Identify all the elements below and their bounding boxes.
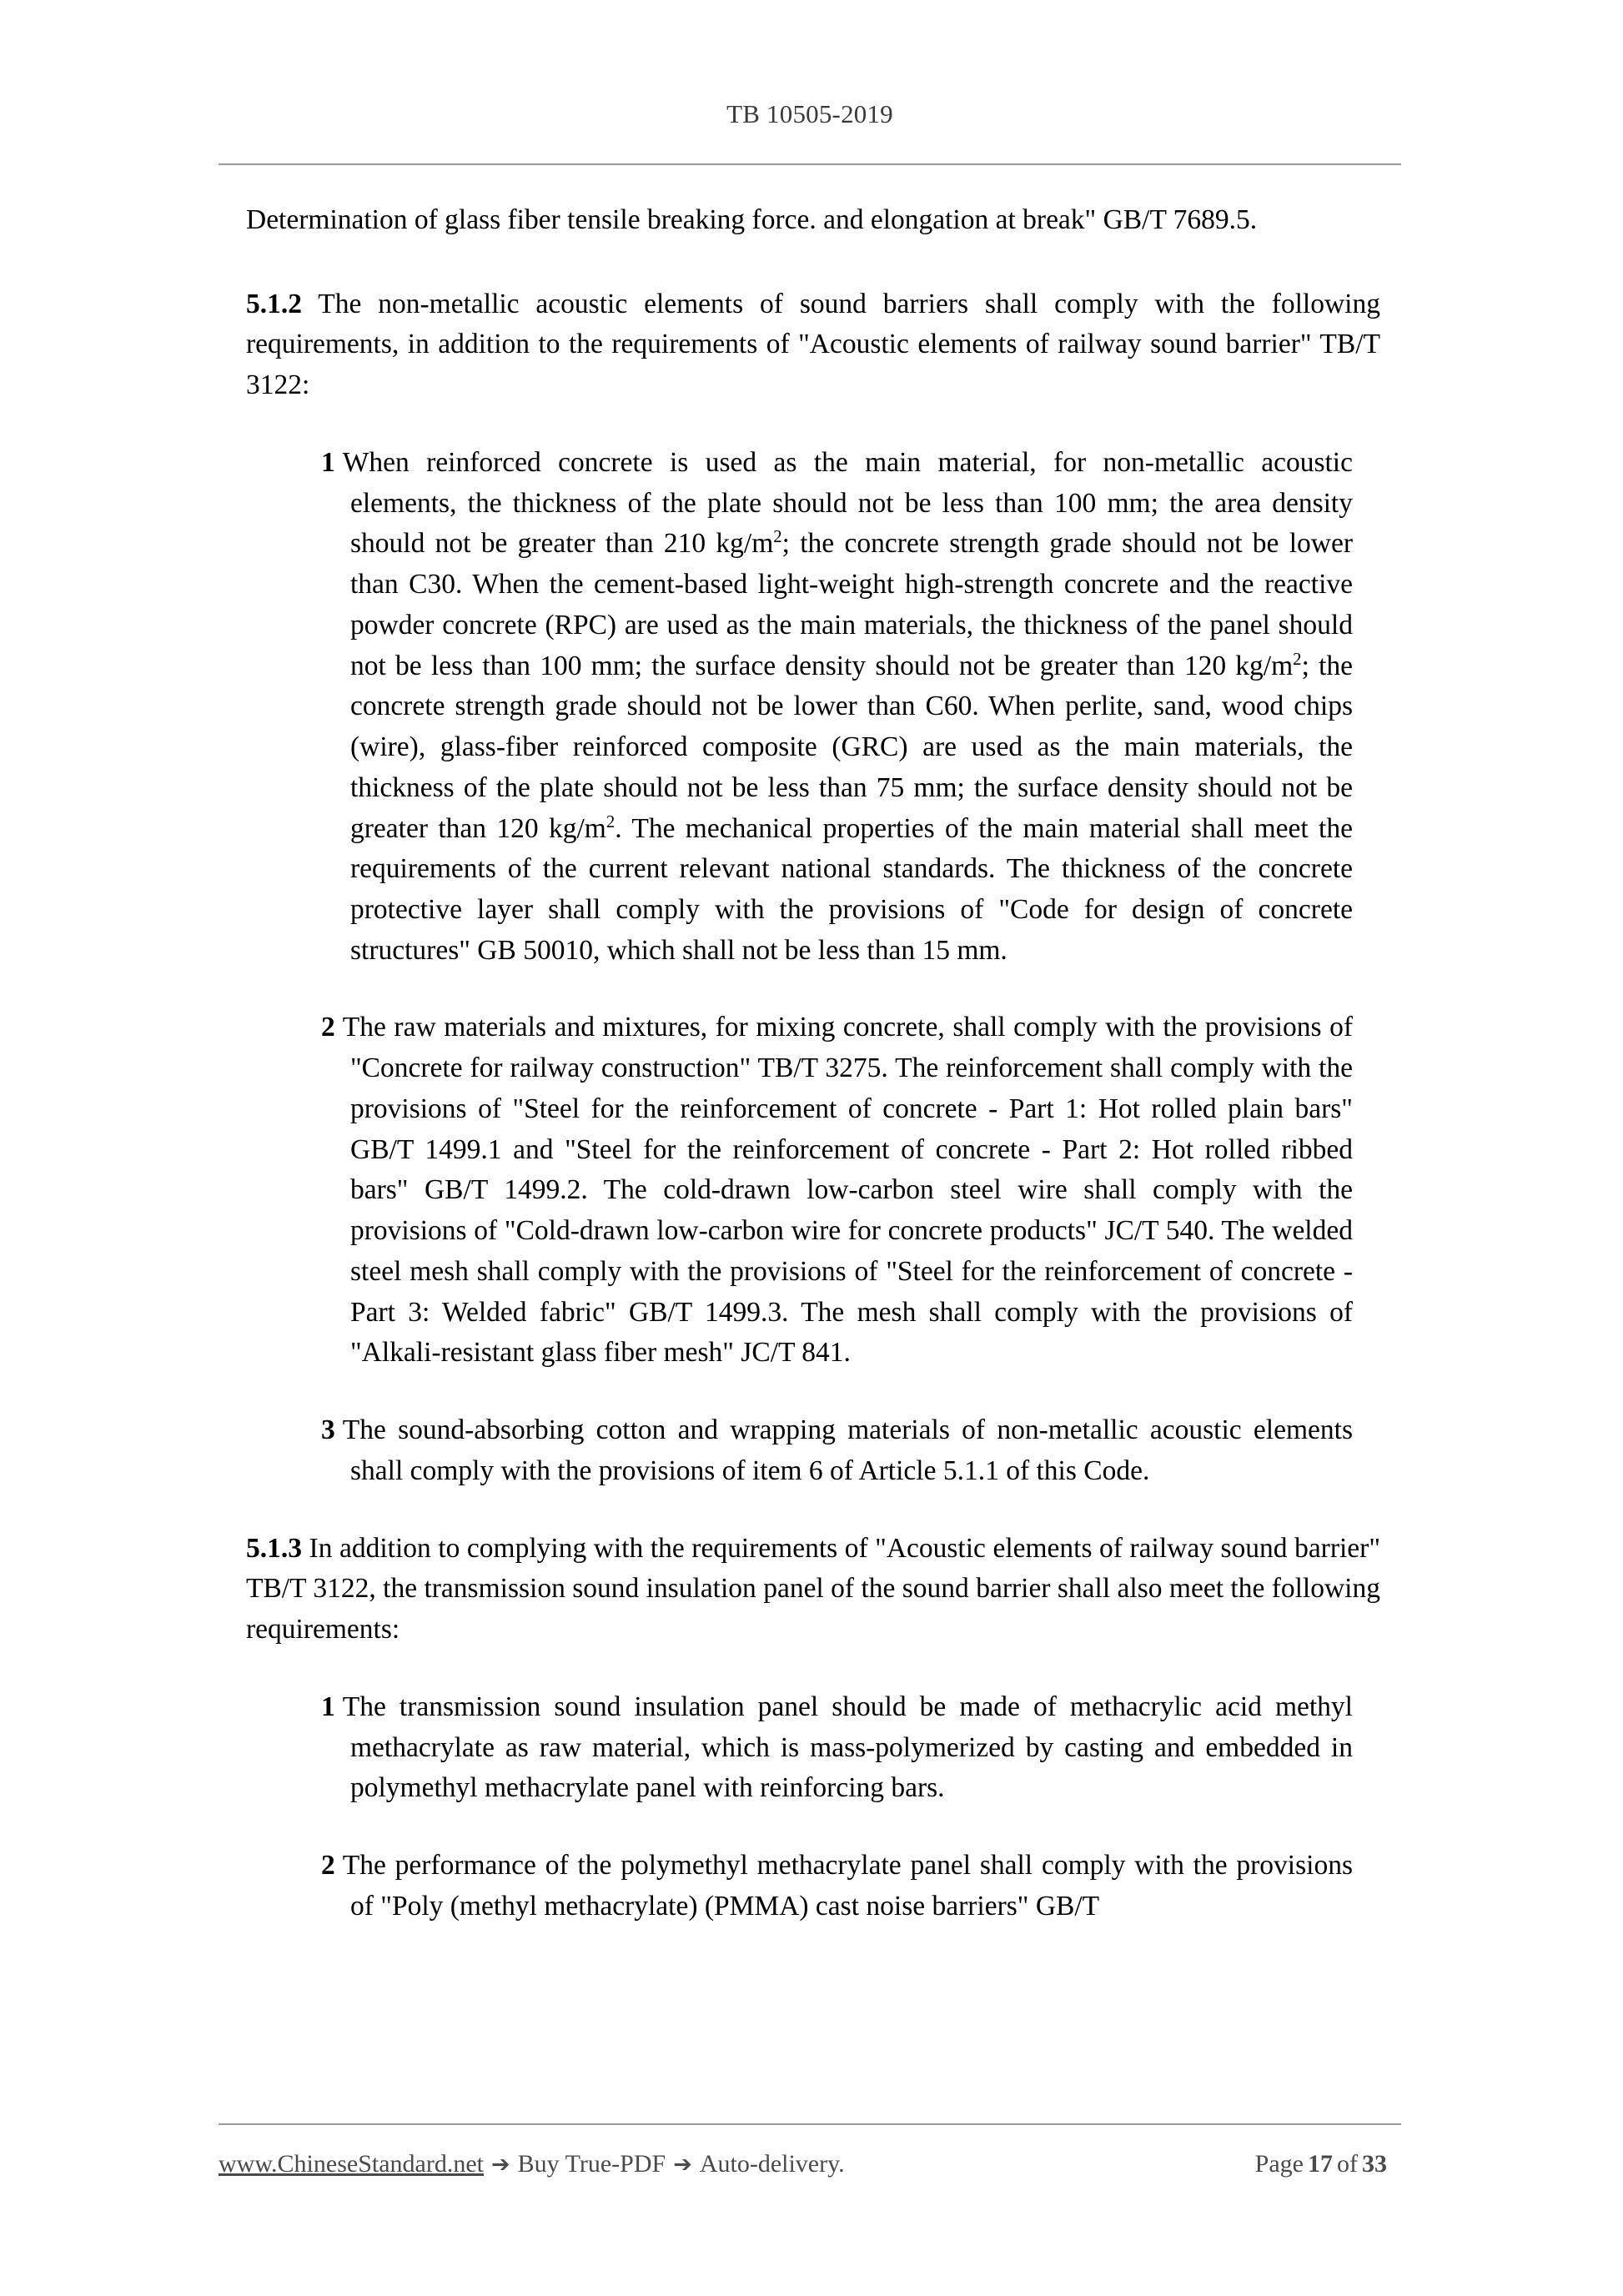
list-item bbox=[284, 443, 1353, 972]
list-item bbox=[284, 1410, 1353, 1491]
total-page-number: 33 bbox=[1362, 2150, 1387, 2178]
spacer bbox=[246, 1374, 1380, 1410]
clause-text-5-1-3: In addition to complying with the requirements of "Acoustic elements of railway sound barrier" TB/T 3122, the transmission sound insulation panel of the sound barrier shall also meet the following requirements: bbox=[246, 1532, 1381, 1645]
auto-delivery-label: Auto-delivery. bbox=[699, 2150, 845, 2178]
continued-paragraph: Determination of glass fiber tensile breaking force. and elongation at break" GB/T 7689.5. bbox=[246, 204, 1258, 235]
list-item bbox=[284, 1007, 1353, 1374]
spacer bbox=[246, 971, 1380, 1007]
list-item-number: 1 bbox=[321, 446, 335, 478]
clause-5-1-2 bbox=[246, 284, 1380, 406]
page-label: Page bbox=[1254, 2150, 1304, 2178]
list-item-number: 2 bbox=[321, 1012, 335, 1043]
spacer bbox=[246, 1650, 1380, 1687]
clause-number-5-1-2: 5.1.2 bbox=[246, 288, 302, 319]
arrow-right-icon: ➔ bbox=[673, 2152, 692, 2178]
list-item bbox=[284, 1687, 1353, 1809]
spacer bbox=[246, 406, 1380, 443]
page-footer bbox=[219, 2150, 1401, 2178]
list-item-text-part-2: ; the concrete strength grade should not be lower than C30. When the cement-based light-weight high-strength concrete and the reactive powder concrete (RPC) are used as the main materials, the thickness of the panel should not be less than 100 mm; the surface density should not be greater than 120 kg/m bbox=[350, 528, 1353, 681]
list-item-number: 2 bbox=[321, 1849, 335, 1881]
current-page-number: 17 bbox=[1308, 2150, 1333, 2178]
list-item-text-part-3: ; the concrete strength grade should not be lower than C60. When perlite, sand, wood chips (wire), glass-fiber reinforced composite (GRC) are used as the main materials, the thickness of the plate should not be less than 75 mm; the surface density should not be greater than 120 kg/m bbox=[350, 650, 1354, 844]
page-indicator bbox=[1255, 2150, 1401, 2178]
superscript-square: 2 bbox=[605, 811, 616, 831]
of-label: of bbox=[1337, 2150, 1358, 2178]
list-item-number: 1 bbox=[321, 1691, 335, 1722]
page-header bbox=[219, 100, 1401, 128]
spacer bbox=[246, 241, 1380, 284]
page-content bbox=[246, 200, 1380, 1927]
superscript-square: 2 bbox=[773, 527, 782, 547]
spacer bbox=[246, 1492, 1380, 1529]
footer-promo bbox=[219, 2150, 845, 2178]
standard-code: TB 10505-2019 bbox=[726, 99, 893, 128]
header-divider bbox=[219, 163, 1401, 165]
footer-divider bbox=[219, 2123, 1401, 2125]
list-item-text-part-1: When reinforced concrete is used as the main material, for non-metallic acoustic elements, the thickness of the plate should not be less than 100 mm; the area density should not be greater than 210 kg/m bbox=[342, 446, 1353, 560]
clause-number-5-1-3: 5.1.3 bbox=[246, 1532, 302, 1564]
list-item-number: 3 bbox=[321, 1414, 335, 1446]
list-item-text-part-4: . The mechanical properties of the main material shall meet the requirements of the current relevant national standards. The thickness of the concrete protective layer shall comply with the provisions of "Code for design of concrete structures" GB 50010, which shall not be less than 15 mm. bbox=[350, 812, 1353, 966]
buy-true-pdf-label: Buy True-PDF bbox=[517, 2150, 666, 2178]
list-item-text: The raw materials and mixtures, for mixing concrete, shall comply with the provisions of "Concrete for railway construction" TB/T 3275. The reinforcement shall comply with the provisions of "Steel for the reinforcement of concrete - Part 1: Hot rolled plain bars" GB/T 1499.1 and "Steel for the reinforcement of concrete - Part 2: Hot rolled ribbed bars" GB/T 1499.2. The cold-drawn low-carbon steel wire shall comply with the provisions of "Cold-drawn low-carbon wire for concrete products" JC/T 540. The welded steel mesh shall comply with the provisions of "Steel for the reinforcement of concrete - Part 3: Welded fabric" GB/T 1499.3. The mesh shall comply with the provisions of "Alkali-resistant glass fiber mesh" JC/T 841. bbox=[342, 1012, 1353, 1369]
website-link[interactable]: www.ChineseStandard.net bbox=[219, 2150, 484, 2178]
list-item bbox=[284, 1846, 1353, 1927]
list-item-text: The sound-absorbing cotton and wrapping materials of non-metallic acoustic elements shall comply with the provisions of item 6 of Article 5.1.1 of this Code. bbox=[342, 1414, 1353, 1486]
superscript-square: 2 bbox=[1293, 649, 1302, 669]
list-item-text: The performance of the polymethyl methacrylate panel shall comply with the provisions of "Poly (methyl methacrylate) (PMMA) cast noise barriers" GB/T bbox=[342, 1849, 1353, 1922]
list-item-text: The transmission sound insulation panel should be made of methacrylic acid methyl methacrylate as raw material, which is mass-polymerized by casting and embedded in polymethyl methacrylate panel with reinforcing bars. bbox=[342, 1691, 1353, 1804]
clause-5-1-3 bbox=[246, 1529, 1380, 1650]
spacer bbox=[246, 1809, 1380, 1846]
clause-text-5-1-2: The non-metallic acoustic elements of sound barriers shall comply with the following requirements, in addition to the requirements of "Acoustic elements of railway sound barrier" TB/T 3122: bbox=[246, 288, 1380, 401]
arrow-right-icon: ➔ bbox=[491, 2152, 510, 2178]
